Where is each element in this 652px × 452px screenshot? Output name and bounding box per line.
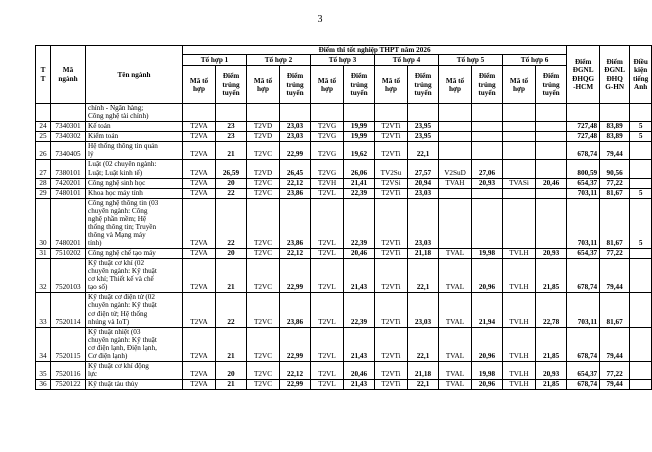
major-code: 7520116 [51,361,86,379]
combination-code: T2VTi [375,188,408,198]
combination-code: TVAL [439,327,472,361]
table-row [36,178,652,188]
cutoff-score: 23,03 [280,132,311,142]
combination-code: T2VA [183,249,216,259]
row-number: 24 [36,122,51,132]
cutoff-score: 22,39 [344,188,375,198]
combination-code: T2VTi [375,327,408,361]
header-sub-score: Điểm trúng tuyển [280,66,311,104]
cutoff-score: 19,99 [344,122,375,132]
major-code: 7420201 [51,178,86,188]
combination-code: TVAL [439,361,472,379]
cutoff-score: 22,12 [280,249,311,259]
cutoff-score: 23,03 [408,188,439,198]
header-sub-code: Mã tổ hợp [439,66,472,104]
cutoff-score: 19,62 [344,142,375,160]
combination-code: T2VA [183,132,216,142]
header-dgnl-hcm: Điểm ĐGNL ĐHQG -HCM [567,46,600,104]
cutoff-score: 23,03 [280,122,311,132]
combination-code: T2VA [183,160,216,178]
cutoff-score [472,142,503,160]
dgnl-hn-score: 77,22 [600,178,630,188]
combination-code: T2VTi [375,249,408,259]
combination-code [503,198,536,248]
combination-code: T2VA [183,178,216,188]
cutoff-score: 20,93 [472,178,503,188]
english-requirement [630,249,652,259]
combination-code: T2VC [247,249,280,259]
combination-code [439,198,472,248]
dgnl-hcm-score: 727,48 [567,122,600,132]
combination-code: TVLH [503,327,536,361]
header-sub-code: Mã tổ hợp [375,66,408,104]
header-group-4: Tổ hợp 4 [375,55,439,66]
english-requirement [630,293,652,327]
cutoff-score: 22,12 [280,178,311,188]
table-row [36,380,652,390]
combination-code [247,104,280,122]
cutoff-score: 22 [216,188,247,198]
combination-code [439,132,472,142]
cutoff-score [536,132,567,142]
english-requirement [630,142,652,160]
cutoff-score: 22,99 [280,327,311,361]
cutoff-score: 21,18 [408,249,439,259]
row-number: 31 [36,249,51,259]
header-sub-code: Mã tổ hợp [183,66,216,104]
table-row [36,259,652,293]
cutoff-score: 20,96 [472,327,503,361]
combination-code [439,104,472,122]
english-requirement [630,259,652,293]
cutoff-score [536,160,567,178]
cutoff-score: 20,94 [408,178,439,188]
cutoff-score: 21 [216,380,247,390]
cutoff-score [536,122,567,132]
dgnl-hn-score: 79,44 [600,327,630,361]
combination-code: T2VTi [375,142,408,160]
cutoff-score [472,104,503,122]
row-number: 35 [36,361,51,379]
major-name: chính - Ngân hàng; Công nghệ tài chính) [86,104,183,122]
english-requirement [630,327,652,361]
table-row [36,142,652,160]
combination-code: T2VTi [375,361,408,379]
header-tt: T T [36,46,51,104]
combination-code: T2VL [311,259,344,293]
combination-code: T2VC [247,259,280,293]
table-row [36,327,652,361]
combination-code: T2VL [311,198,344,248]
english-requirement [630,160,652,178]
cutoff-score: 27,06 [472,160,503,178]
cutoff-score: 21 [216,259,247,293]
header-sub-score: Điểm trúng tuyển [344,66,375,104]
cutoff-score: 21,43 [344,327,375,361]
dgnl-hcm-score: 703,11 [567,293,600,327]
combination-code: T2VC [247,178,280,188]
english-requirement: 5 [630,132,652,142]
cutoff-score: 21,18 [408,361,439,379]
combination-code: T2VH [311,178,344,188]
dgnl-hn-score: 81,67 [600,293,630,327]
combination-code: T2VL [311,361,344,379]
combination-code: T2VD [247,122,280,132]
cutoff-score [536,198,567,248]
combination-code: T2VG [311,160,344,178]
cutoff-score [536,188,567,198]
combination-code [439,122,472,132]
cutoff-score: 21,85 [536,259,567,293]
dgnl-hcm-score [567,104,600,122]
dgnl-hcm-score: 678,74 [567,259,600,293]
dgnl-hn-score [600,104,630,122]
combination-code: T2VTi [375,198,408,248]
combination-code: T2VC [247,361,280,379]
combination-code [503,160,536,178]
combination-code [503,132,536,142]
cutoff-score: 22,99 [280,380,311,390]
dgnl-hn-score: 83,89 [600,122,630,132]
combination-code: V2SuD [439,160,472,178]
english-requirement: 5 [630,198,652,248]
combination-code [375,104,408,122]
dgnl-hn-score: 79,44 [600,142,630,160]
combination-code: TVASi [503,178,536,188]
combination-code: T2VTi [375,259,408,293]
major-code: 7340301 [51,122,86,132]
row-number: 33 [36,293,51,327]
cutoff-score: 23,95 [408,132,439,142]
row-number: 27 [36,160,51,178]
combination-code [503,188,536,198]
major-code: 7340302 [51,132,86,142]
combination-code: T2VA [183,327,216,361]
combination-code: T2VG [311,122,344,132]
cutoff-score: 23,03 [408,293,439,327]
major-name: Hệ thống thông tin quản lý [86,142,183,160]
header-sub-code: Mã tổ hợp [311,66,344,104]
combination-code: T2VL [311,293,344,327]
row-number: 34 [36,327,51,361]
combination-code: T2VL [311,249,344,259]
header-group-title: Điểm thi tốt nghiệp THPT năm 2026 [183,46,567,55]
combination-code: T2VC [247,188,280,198]
combination-code: T2VA [183,142,216,160]
cutoff-score: 23,95 [408,122,439,132]
cutoff-score: 20,46 [536,178,567,188]
major-code: 7520103 [51,259,86,293]
cutoff-score: 22 [216,293,247,327]
cutoff-score: 22,39 [344,293,375,327]
cutoff-score: 23 [216,132,247,142]
combination-code [503,104,536,122]
table-row [36,361,652,379]
english-requirement [630,380,652,390]
combination-code: T2VSi [375,178,408,188]
header-code: Mã ngành [51,46,86,104]
cutoff-score: 20 [216,361,247,379]
header-group-6: Tổ hợp 6 [503,55,567,66]
dgnl-hcm-score: 703,11 [567,198,600,248]
table-body [36,104,652,390]
major-name: Kỹ thuật cơ điện tử (02 chuyên ngành: Kỹ thuật cơ điện tử; Hệ thống nhúng và IoT) [86,293,183,327]
table-row [36,198,652,248]
combination-code: T2VTi [375,380,408,390]
english-requirement [630,178,652,188]
header-group-2: Tổ hợp 2 [247,55,311,66]
major-name: Khoa học máy tính [86,188,183,198]
dgnl-hcm-score: 654,37 [567,249,600,259]
cutoff-score: 26,59 [216,160,247,178]
cutoff-score: 22,1 [408,380,439,390]
major-name: Kỹ thuật nhiệt (03 chuyên ngành: Kỹ thuật cơ điện lạnh, Điện lạnh, Cơ điện lạnh) [86,327,183,361]
header-english: Điều kiện tiếng Anh [630,46,652,104]
cutoff-score [408,104,439,122]
combination-code [439,188,472,198]
header-sub-score: Điểm trúng tuyển [408,66,439,104]
dgnl-hn-score: 79,44 [600,380,630,390]
major-name: Kỹ thuật cơ khí (02 chuyên ngành: Kỹ thuật cơ khí; Thiết kế và chế tạo số) [86,259,183,293]
english-requirement: 5 [630,122,652,132]
cutoff-score: 21,85 [536,327,567,361]
combination-code: TVAL [439,259,472,293]
header-group-1: Tổ hợp 1 [183,55,247,66]
cutoff-score [536,142,567,160]
cutoff-score [472,198,503,248]
dgnl-hn-score: 90,56 [600,160,630,178]
cutoff-score: 22,12 [280,361,311,379]
cutoff-score [472,122,503,132]
table-row [36,249,652,259]
header-group-3: Tổ hợp 3 [311,55,375,66]
cutoff-score: 27,57 [408,160,439,178]
combination-code: T2VG [311,132,344,142]
combination-code: TVAL [439,380,472,390]
english-requirement [630,104,652,122]
combination-code: T2VA [183,122,216,132]
combination-code: TVAL [439,293,472,327]
cutoff-score [472,132,503,142]
dgnl-hcm-score: 703,11 [567,188,600,198]
major-code: 7510202 [51,249,86,259]
dgnl-hcm-score: 678,74 [567,142,600,160]
combination-code: T2VA [183,198,216,248]
dgnl-hcm-score: 678,74 [567,327,600,361]
row-number: 30 [36,198,51,248]
row-number: 36 [36,380,51,390]
combination-code: TVLH [503,293,536,327]
table-row [36,104,652,122]
cutoff-score: 21,85 [536,380,567,390]
cutoff-score: 23,86 [280,188,311,198]
header-sub-score: Điểm trúng tuyển [472,66,503,104]
table-row [36,293,652,327]
cutoff-score: 20,46 [344,361,375,379]
cutoff-score: 22 [216,198,247,248]
combination-code: T2VC [247,380,280,390]
major-name: Kỹ thuật tàu thủy [86,380,183,390]
combination-code: T2VC [247,198,280,248]
header-sub-code: Mã tổ hợp [247,66,280,104]
combination-code [503,122,536,132]
cutoff-score: 22,99 [280,259,311,293]
dgnl-hn-score: 81,67 [600,198,630,248]
cutoff-score: 23,86 [280,293,311,327]
row-number: 32 [36,259,51,293]
dgnl-hcm-score: 678,74 [567,380,600,390]
combination-code: T2VTi [375,132,408,142]
cutoff-score [344,104,375,122]
row-number: 29 [36,188,51,198]
combination-code: TVLH [503,380,536,390]
combination-code [503,142,536,160]
combination-code: T2VA [183,361,216,379]
major-code: 7480201 [51,198,86,248]
combination-code: TVAH [439,178,472,188]
dgnl-hn-score: 77,22 [600,361,630,379]
combination-code: T2VC [247,142,280,160]
cutoff-score: 20,96 [472,380,503,390]
combination-code [439,142,472,160]
combination-code: T2VA [183,380,216,390]
cutoff-score: 19,98 [472,361,503,379]
combination-code: TVLH [503,259,536,293]
cutoff-score: 21,43 [344,259,375,293]
table-row [36,160,652,178]
cutoff-score: 23,86 [280,198,311,248]
cutoff-score: 20,93 [536,249,567,259]
dgnl-hcm-score: 654,37 [567,178,600,188]
header-name: Tên ngành [86,46,183,104]
combination-code: T2VA [183,259,216,293]
cutoff-score: 19,99 [344,132,375,142]
cutoff-score: 20 [216,249,247,259]
combination-code: T2VC [247,327,280,361]
admission-scores-table [35,45,652,390]
cutoff-score: 20 [216,178,247,188]
combination-code: T2VD [247,132,280,142]
combination-code: T2VA [183,293,216,327]
cutoff-score: 22,1 [408,259,439,293]
cutoff-score: 22,1 [408,142,439,160]
cutoff-score: 23,03 [408,198,439,248]
header-dgnl-hn: Điểm ĐGNL ĐHQ G-HN [600,46,630,104]
cutoff-score: 22,39 [344,198,375,248]
cutoff-score: 19,98 [472,249,503,259]
header-sub-code: Mã tổ hợp [503,66,536,104]
dgnl-hn-score: 83,89 [600,132,630,142]
header-sub-score: Điểm trúng tuyển [216,66,247,104]
dgnl-hn-score: 81,67 [600,188,630,198]
cutoff-score: 21,43 [344,380,375,390]
major-name: Công nghệ thông tin (03 chuyên ngành: Công nghệ phần mềm; Hệ thống thông tin; Truyền thông và Mạng máy tính) [86,198,183,248]
table-row [36,132,652,142]
major-code: 7340405 [51,142,86,160]
dgnl-hcm-score: 654,37 [567,361,600,379]
combination-code: TVAL [439,249,472,259]
dgnl-hcm-score: 800,59 [567,160,600,178]
combination-code [311,104,344,122]
english-requirement: 5 [630,188,652,198]
major-code: 7480101 [51,188,86,198]
header-sub-score: Điểm trúng tuyển [536,66,567,104]
major-code [51,104,86,122]
cutoff-score: 26,06 [344,160,375,178]
dgnl-hn-score: 77,22 [600,249,630,259]
major-code: 7520115 [51,327,86,361]
cutoff-score: 23 [216,122,247,132]
header-group-5: Tổ hợp 5 [439,55,503,66]
cutoff-score: 21 [216,142,247,160]
combination-code: T2VA [183,188,216,198]
major-name: Kiểm toán [86,132,183,142]
cutoff-score: 22,1 [408,327,439,361]
cutoff-score: 21,41 [344,178,375,188]
combination-code [183,104,216,122]
combination-code: TVLH [503,361,536,379]
cutoff-score: 20,93 [536,361,567,379]
major-name: Công nghệ chế tạo máy [86,249,183,259]
row-number: 26 [36,142,51,160]
cutoff-score: 26,45 [280,160,311,178]
combination-code: TV2Su [375,160,408,178]
major-code: 7520122 [51,380,86,390]
english-requirement [630,361,652,379]
combination-code: TVLH [503,249,536,259]
cutoff-score [536,104,567,122]
combination-code: T2VTi [375,293,408,327]
major-name: Kế toán [86,122,183,132]
cutoff-score: 21 [216,327,247,361]
cutoff-score: 20,96 [472,259,503,293]
dgnl-hn-score: 79,44 [600,259,630,293]
major-code: 7380101 [51,160,86,178]
combination-code: T2VG [311,142,344,160]
cutoff-score [472,188,503,198]
row-number: 25 [36,132,51,142]
combination-code: T2VD [247,160,280,178]
row-number: 28 [36,178,51,188]
row-number [36,104,51,122]
combination-code: T2VL [311,380,344,390]
cutoff-score [280,104,311,122]
cutoff-score: 22,99 [280,142,311,160]
table-row [36,188,652,198]
major-code: 7520114 [51,293,86,327]
major-name: Luật (02 chuyên ngành: Luật; Luật kinh tế) [86,160,183,178]
table-row [36,122,652,132]
major-name: Công nghệ sinh học [86,178,183,188]
cutoff-score: 20,46 [344,249,375,259]
cutoff-score [216,104,247,122]
page-number: 3 [317,14,323,25]
combination-code: T2VL [311,327,344,361]
cutoff-score: 21,94 [472,293,503,327]
combination-code: T2VL [311,188,344,198]
combination-code: T2VC [247,293,280,327]
combination-code: T2VTi [375,122,408,132]
dgnl-hcm-score: 727,48 [567,132,600,142]
cutoff-score: 22,78 [536,293,567,327]
major-name: Kỹ thuật cơ khí động lực [86,361,183,379]
